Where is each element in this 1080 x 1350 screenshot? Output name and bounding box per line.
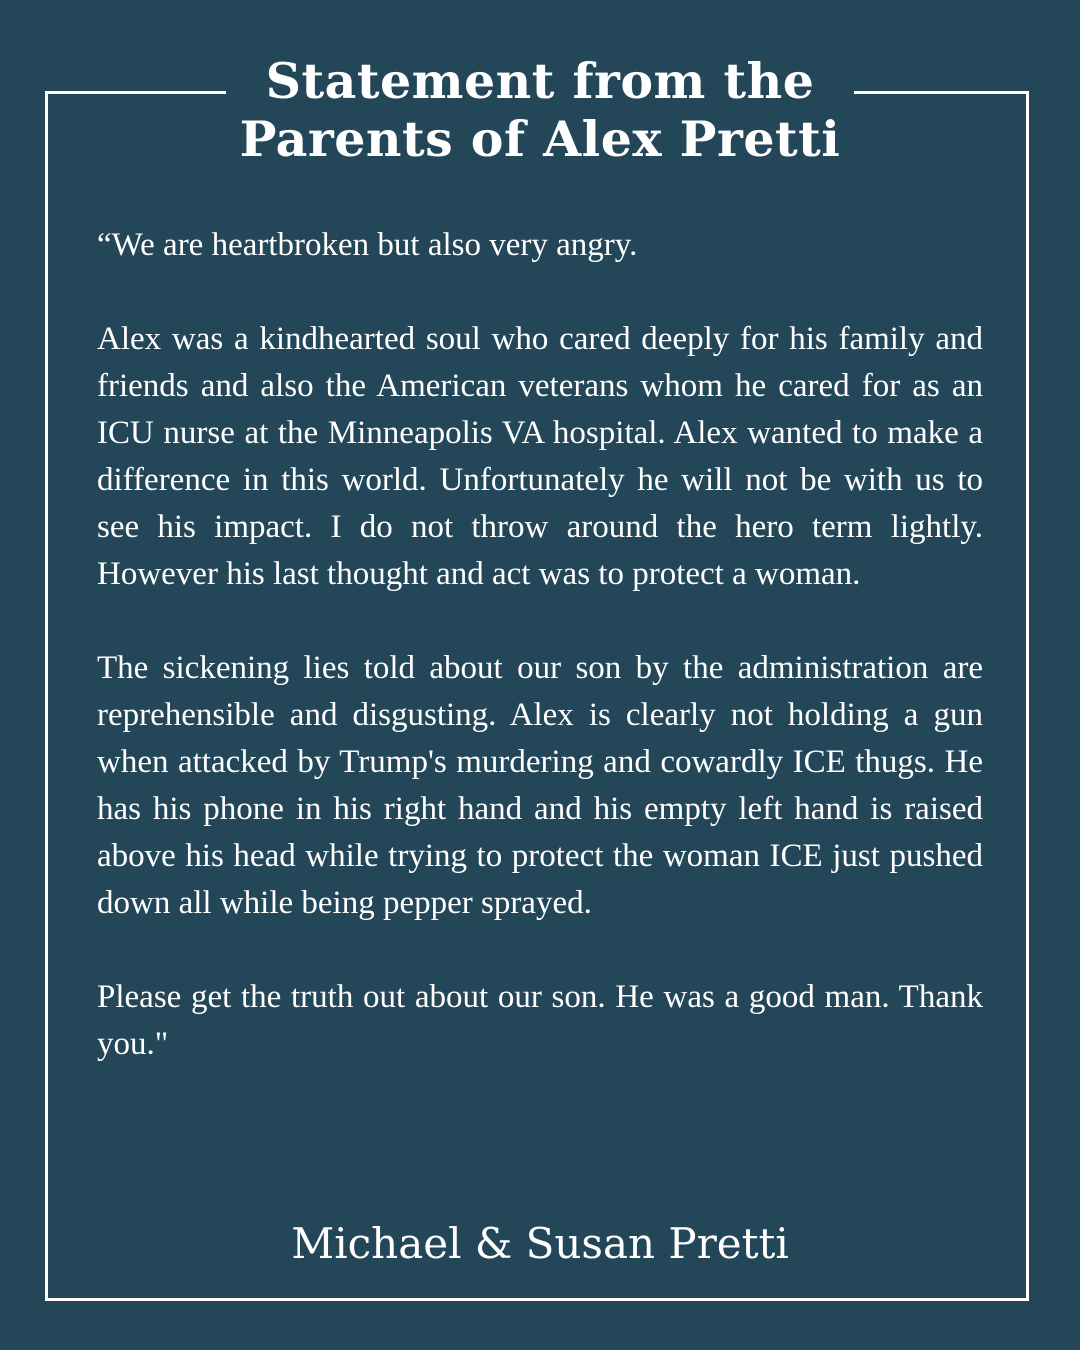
statement-paragraph-1: “We are heartbroken but also very angry. — [97, 227, 638, 263]
statement-paragraph-4: Please get the truth out about our son. He was a good man. Thank you." — [97, 979, 983, 1062]
signature: Michael & Susan Pretti — [291, 1219, 789, 1268]
title-line-2: Parents of Alex Pretti — [239, 110, 841, 168]
statement-paragraph-2: Alex was a kindhearted soul who cared deeply for his family and friends and also the American veterans whom he cared for as an ICU nurse at the Minneapolis VA hospital. Alex wanted to make a difference in this world. Unfortunately he will not be with us to see his impact. I do not throw around the hero term lightly. However his last thought and act was to protect a woman. — [97, 321, 983, 592]
title-line-1: Statement from the — [265, 52, 815, 110]
statement-paragraph-3: The sickening lies told about our son by the administration are reprehensible and disgusting. Alex is clearly not holding a gun when attacked by Trump's murdering and cowardly ICE thugs. He has his phone in his right hand and his empty left hand is raised above his head while trying to protect the woman ICE just pushed down all while being pepper sprayed. — [97, 650, 983, 921]
title-block — [0, 52, 1080, 168]
page-title — [226, 52, 855, 168]
statement-body — [97, 222, 983, 1115]
